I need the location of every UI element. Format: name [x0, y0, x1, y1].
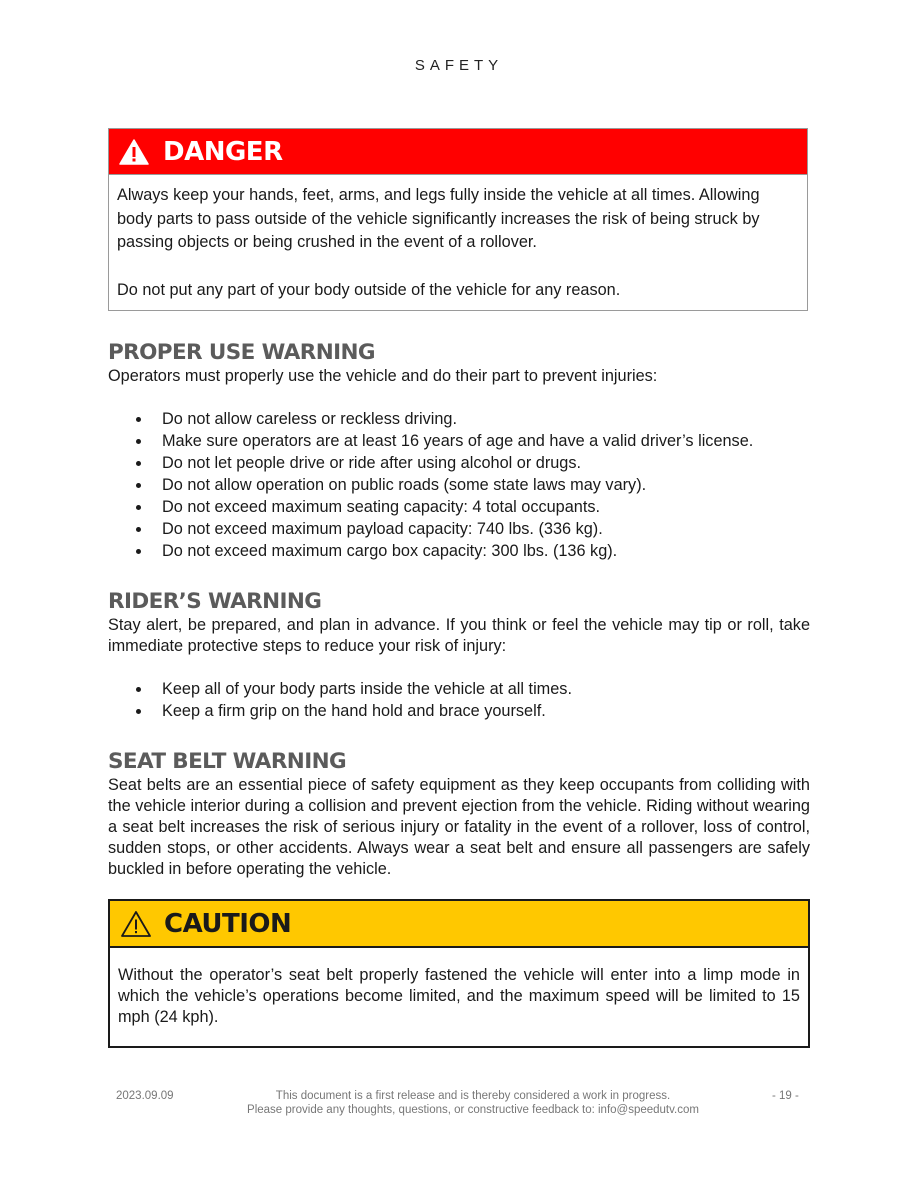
rider-intro: Stay alert, be prepared, and plan in advance. If you think or feel the vehicle may tip or roll, take immediate protective steps to reduce your risk of injury:: [108, 616, 810, 655]
danger-title: DANGER: [163, 136, 283, 167]
danger-paragraph: Always keep your hands, feet, arms, and legs fully inside the vehicle at all times. Allowing body parts to pass outside of the vehicle significantly increases the risk of being struck by passing objects or being crushed in the event of a rollover.: [117, 186, 760, 251]
danger-box: [108, 128, 808, 311]
danger-paragraph: Do not put any part of your body outside of the vehicle for any reason.: [117, 280, 621, 299]
caution-triangle-icon: [120, 910, 152, 938]
list-item: Make sure operators are at least 16 years of age and have a valid driver’s license.: [162, 430, 810, 452]
seat-belt-heading: SEAT BELT WARNING: [108, 749, 347, 774]
list-item: Do not allow operation on public roads (some state laws may vary).: [162, 474, 810, 496]
rider-list: [108, 678, 810, 722]
seat-belt-section: [108, 749, 810, 880]
list-item: Do not exceed maximum payload capacity: 740 lbs. (336 kg).: [162, 518, 810, 540]
footer-note-line: This document is a first release and is thereby considered a work in progress.: [275, 1090, 671, 1102]
list-item: Do not allow careless or reckless driving.: [162, 408, 810, 430]
seat-belt-text: Seat belts are an essential piece of safety equipment as they keep occupants from colliding with the vehicle interior during a collision and prevent ejection from the vehicle. Riding without wearing a seat belt increases the risk of serious injury or fatality in the event of a rollover, loss of control, sudden stops, or other accidents. Always wear a seat belt and ensure all passengers are safely buckled in before operating the vehicle.: [108, 776, 810, 878]
rider-section: [108, 589, 810, 722]
footer-note-line: Please provide any thoughts, questions, or constructive feedback to: info@speedutv.com: [247, 1104, 699, 1116]
list-item: Do not let people drive or ride after using alcohol or drugs.: [162, 452, 810, 474]
footer-date: 2023.09.09: [116, 1090, 174, 1102]
warning-triangle-icon: [119, 139, 149, 165]
caution-box: [108, 899, 810, 1048]
proper-use-section: [108, 340, 810, 562]
proper-use-heading: PROPER USE WARNING: [108, 340, 375, 365]
rider-heading: RIDER’S WARNING: [108, 589, 322, 614]
danger-header: [109, 129, 807, 175]
caution-header: [110, 901, 808, 948]
page-header-title: SAFETY: [414, 57, 504, 74]
danger-body: [109, 175, 807, 302]
proper-use-list: [108, 408, 810, 562]
caution-body: Without the operator’s seat belt properly fastened the vehicle will enter into a limp mode in which the vehicle’s operations become limited, and the maximum speed will be limited to 15 mph (24 kph).: [118, 966, 800, 1026]
list-item: Keep a firm grip on the hand hold and brace yourself.: [162, 700, 810, 722]
proper-use-intro: Operators must properly use the vehicle and do their part to prevent injuries:: [108, 367, 658, 385]
list-item: Keep all of your body parts inside the vehicle at all times.: [162, 678, 810, 700]
caution-title: CAUTION: [164, 908, 292, 939]
list-item: Do not exceed maximum seating capacity: 4 total occupants.: [162, 496, 810, 518]
list-item: Do not exceed maximum cargo box capacity: 300 lbs. (136 kg).: [162, 540, 810, 562]
page-number: - 19 -: [772, 1090, 799, 1102]
